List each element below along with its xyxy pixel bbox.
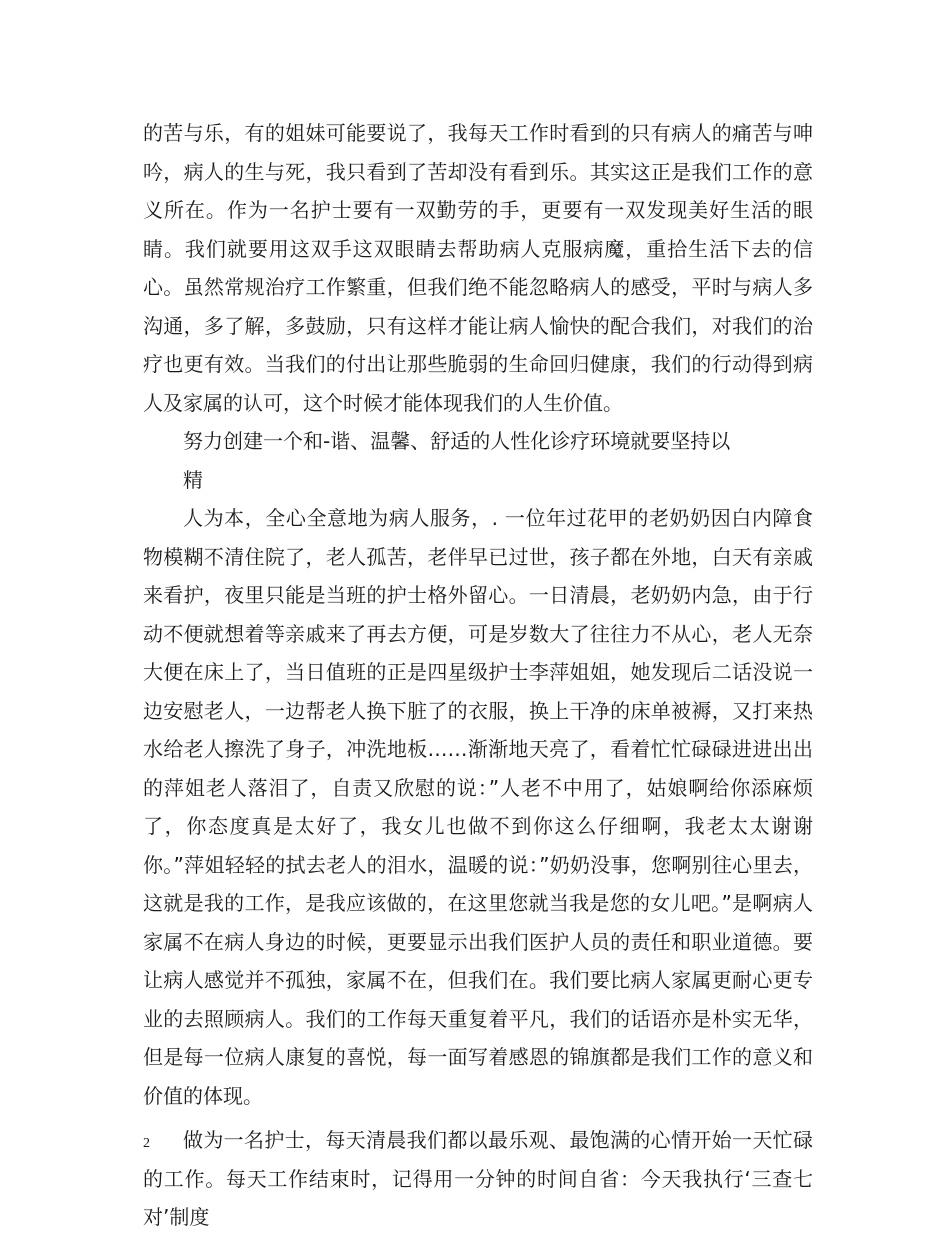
paragraph-1: 的苦与乐，有的姐妹可能要说了，我每天工作时看到的只有病人的痛苦与呻吟，病人的生与死，我只看到了苦却没有看到乐。其实这正是我们工作的意义所在。作为一名护士要有一双勤劳的手，更要有一双发现美好生活的眼睛。我们就要用这双手这双眼睛去帮助病人克服病魔，重拾生活下去的信心。虽然常规治疗工作繁重，但我们绝不能忽略病人的感受，平时与病人多沟通，多了解，多鼓励，只有这样才能让病人愉快的配合我们，对我们的治疗也更有效。当我们的付出让那些脆弱的生命回归健康，我们的行动得到病人及家属的认可，这个时候才能体现我们的人生价值。	[143, 121, 813, 415]
heading-line-2: 精	[183, 467, 203, 492]
paragraph-3: 做为一名护士，每天清晨我们都以最乐观、最饱满的心情开始一天忙碌的工作。每天工作结束时，记得用一分钟的时间自省：今天我执行‘三查七对’制度	[143, 1128, 813, 1229]
paragraph-2: 人为本，全心全意地为病人服务，. 一位年过花甲的老奶奶因白内障食物模糊不清住院了，老人孤苦，老伴早已过世，孩子都在外地，白天有亲戚来看护，夜里只能是当班的护士格外留心。一日清晨，老奶奶内急，由于行动不便就想着等亲戚来了再去方便，可是岁数大了往往力不从心，老人无奈大便在床上了，当日值班的正是四星级护士李萍姐姐，她发现后二话没说一边安慰老人，一边帮老人换下脏了的衣服，换上干净的床单被褥，又打来热水给老人擦洗了身子，冲洗地板……渐渐地天亮了，看着忙忙碌碌进进出出的萍姐老人落泪了，自责又欣慰的说：”人老不中用了，姑娘啊给你添麻烦了，你态度真是太好了，我女儿也做不到你这么仔细啊，我老太太谢谢你。”萍姐轻轻的拭去老人的泪水，温暖的说：”奶奶没事，您啊别往心里去，这就是我的工作，是我应该做的，在这里您就当我是您的女儿吧。”是啊病人家属不在病人身边的时候，更要显示出我们医护人员的责任和职业道德。要让病人感觉并不孤独，家属不在，但我们在。我们要比病人家属更耐心更专业的去照顾病人。我们的工作每天重复着平凡，我们的话语亦是朴实无华，但是每一位病人康复的喜悦，每一面写着感恩的锦旗都是我们工作的意义和价值的体现。	[143, 506, 813, 1108]
page-number: 2	[143, 1136, 150, 1151]
heading-line-1: 努力创建一个和-谐、温馨、舒适的人性化诊疗环境就要坚持以	[183, 429, 731, 453]
document-body	[143, 114, 813, 1237]
